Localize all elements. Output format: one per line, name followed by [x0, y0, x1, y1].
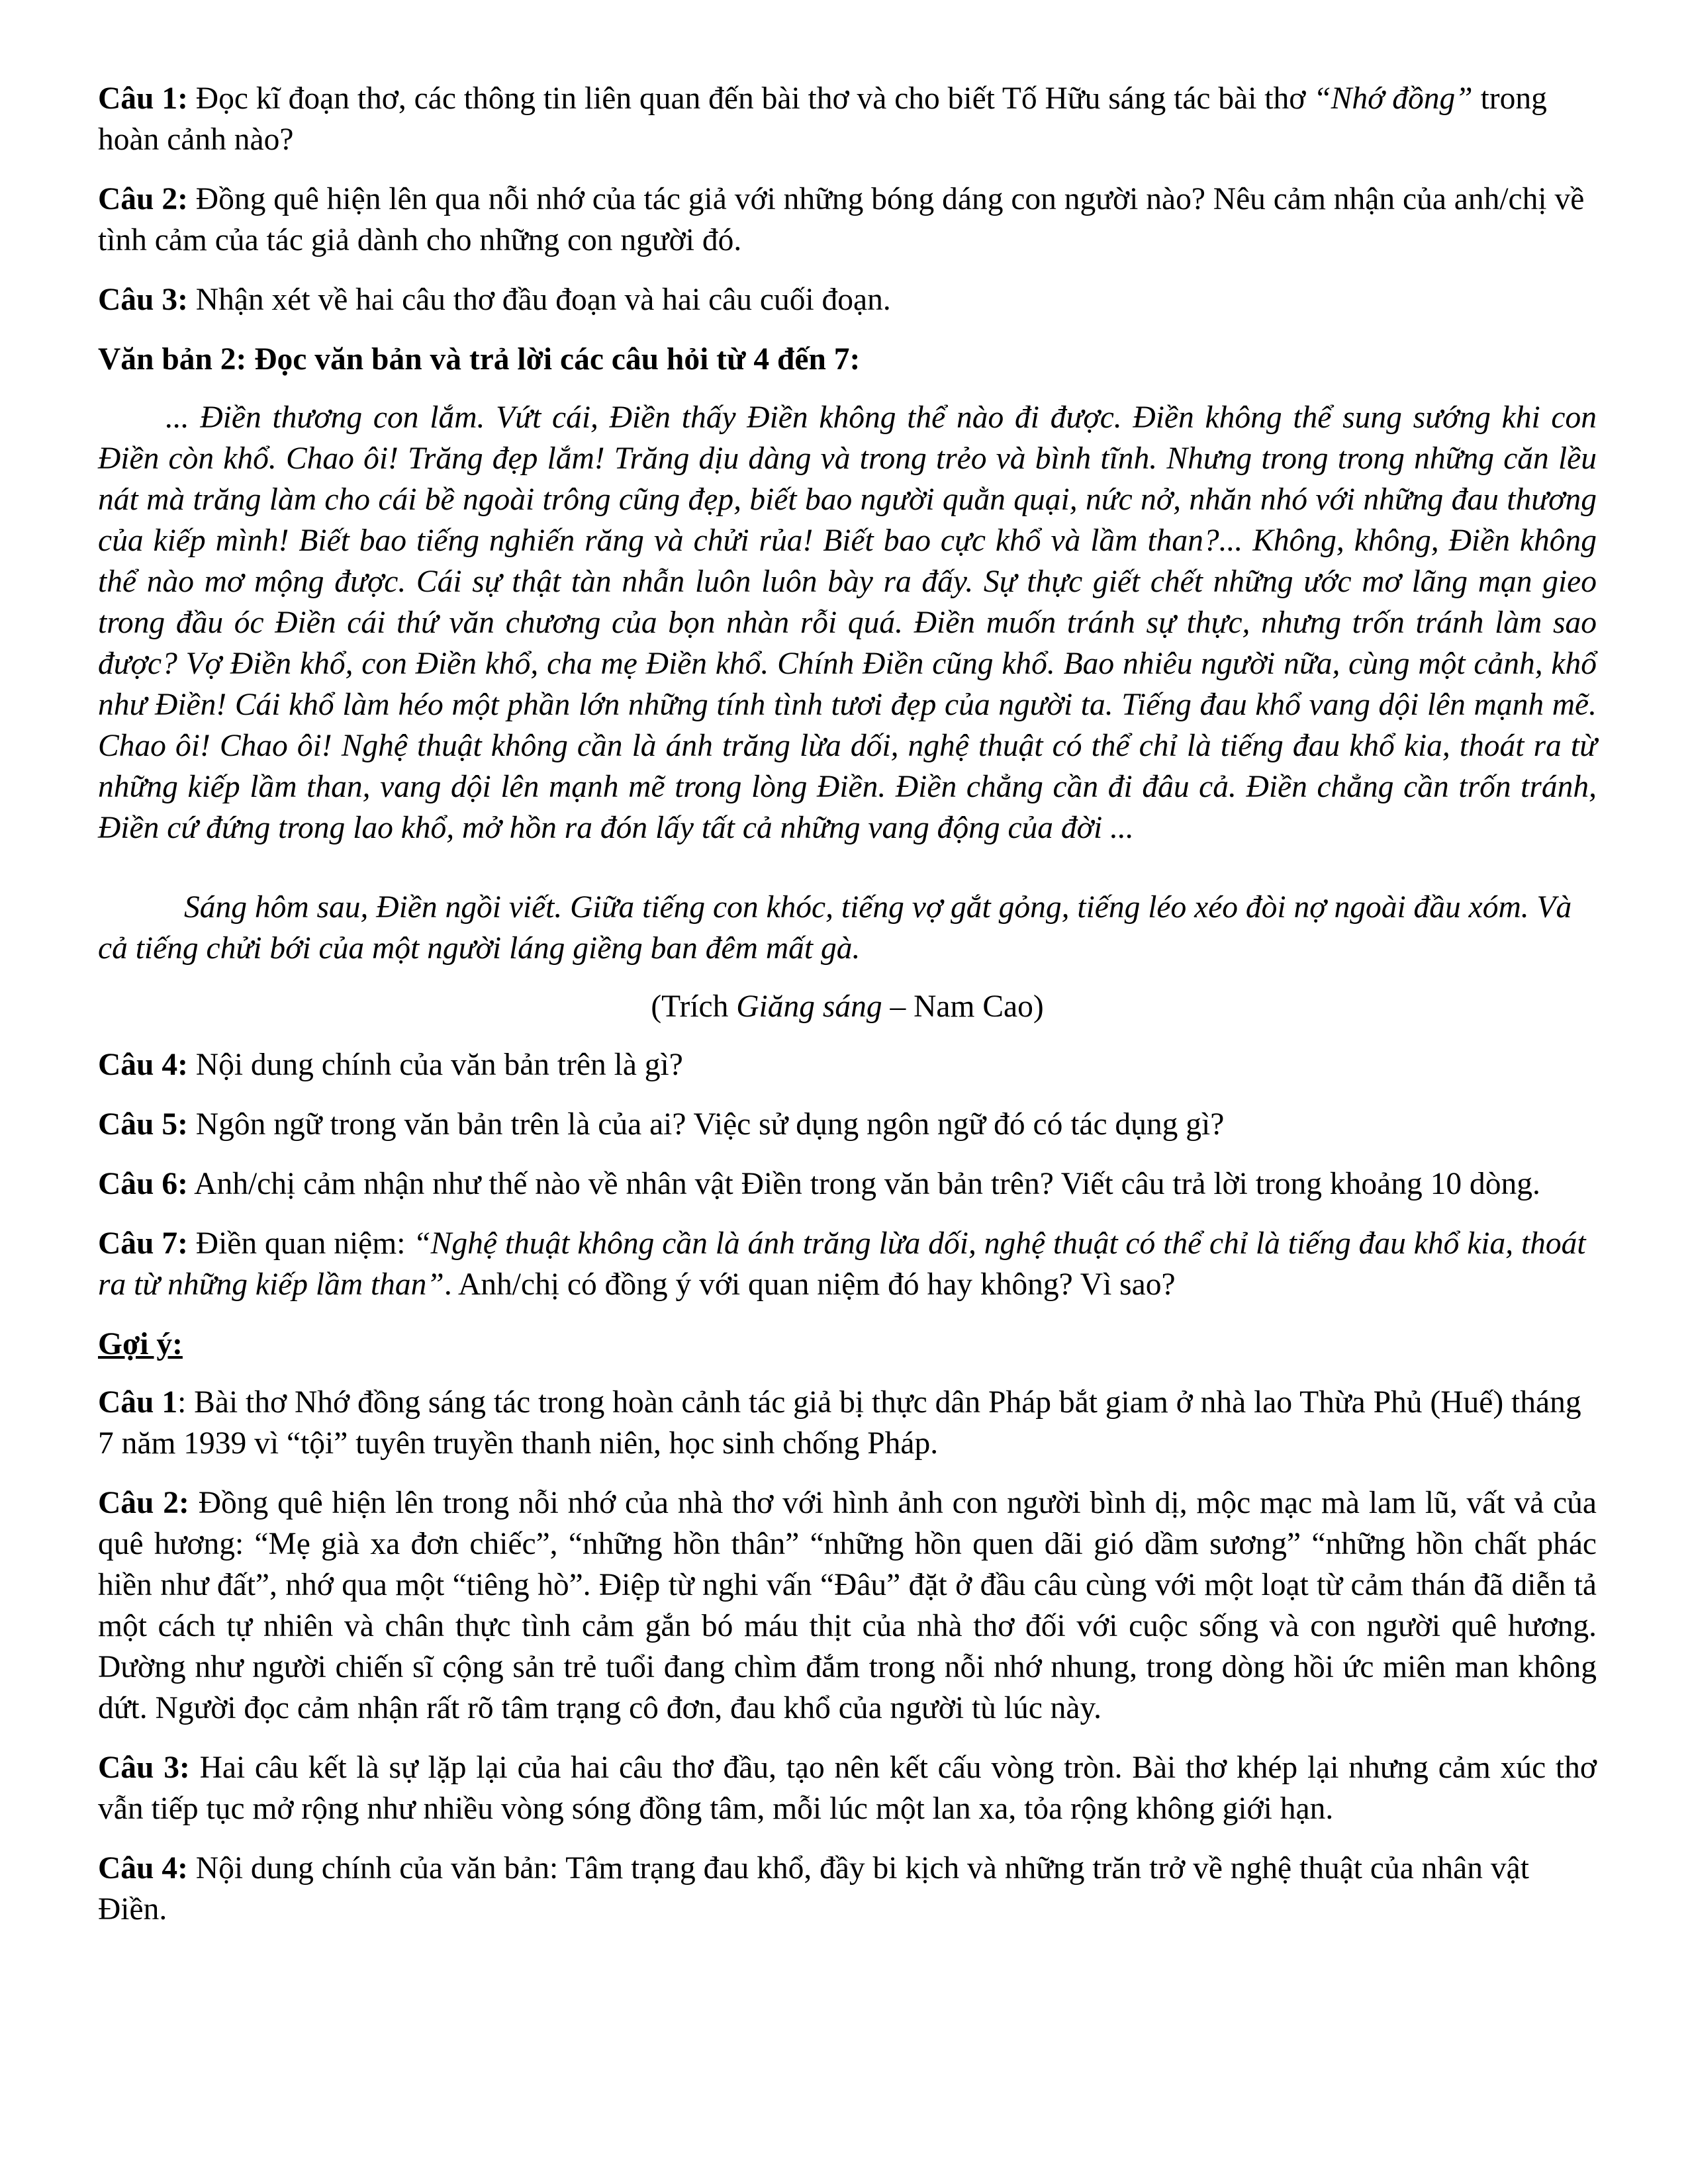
excerpt-paragraph-2: Sáng hôm sau, Điền ngồi viết. Giữa tiếng con khóc, tiếng vợ gắt gỏng, tiếng léo xéo đòi nợ ngoài đầu xóm. Và cả tiếng chửi bới của một người láng giềng ban đêm mất gà.	[98, 890, 1572, 966]
answer-2: Câu 2: Đồng quê hiện lên trong nỗi nhớ của nhà thơ với hình ảnh con người bình dị, mộc mạc mà lam lũ, vất vả của quê hương: “Mẹ già xa đơn chiếc”, “những hồn thân” “những hồn quen dãi gió dầm sương” “những hồn chất phác hiền như đất”, nhớ qua một “tiêng hò”. Điệp từ nghi vấn “Đâu” đặt ở đầu câu cùng với một loạt từ cảm thán đã diễn tả một cách tự nhiên và chân thực tình cảm gắn bó máu thịt của nhà thơ đối với cuộc sống và con người quê hương. Dường như người chiến sĩ cộng sản trẻ tuổi đang chìm đắm trong nỗi nhớ nhung, trong dòng hồi ức miên man không dứt. Người đọc cảm nhận rất rõ tâm trạng cô đơn, đau khổ của người tù lúc này.	[98, 1486, 1597, 1725]
question-6: Câu 6: Anh/chị cảm nhận như thế nào về nhân vật Điền trong văn bản trên? Viết câu trả lời trong khoảng 10 dòng.	[98, 1167, 1540, 1201]
answer-label: Câu 3:	[98, 1751, 190, 1785]
question-label: Câu 4:	[98, 1048, 188, 1082]
answer-1: Câu 1: Bài thơ Nhớ đồng sáng tác trong hoàn cảnh tác giả bị thực dân Pháp bắt giam ở nhà lao Thừa Phủ (Huế) tháng 7 năm 1939 vì “tội” tuyên truyền thanh niên, học sinh chống Pháp.	[98, 1385, 1581, 1461]
hints-heading: Gợi ý:	[98, 1327, 183, 1361]
question-5: Câu 5: Ngôn ngữ trong văn bản trên là của ai? Việc sử dụng ngôn ngữ đó có tác dụng gì?	[98, 1107, 1225, 1142]
question-label: Câu 1:	[98, 81, 188, 116]
question-1: Câu 1: Đọc kĩ đoạn thơ, các thông tin liên quan đến bài thơ và cho biết Tố Hữu sáng tác bài thơ “Nhớ đồng” trong hoàn cảnh nào?	[98, 81, 1547, 157]
question-label: Câu 3:	[98, 283, 188, 317]
source-title: Giăng sáng	[736, 989, 882, 1024]
question-label: Câu 2:	[98, 182, 188, 216]
question-2: Câu 2: Đồng quê hiện lên qua nỗi nhớ của tác giả với những bóng dáng con người nào? Nêu cảm nhận của anh/chị về tình cảm của tác giả dành cho những con người đó.	[98, 182, 1585, 257]
question-label: Câu 7:	[98, 1226, 188, 1261]
question-7: Câu 7: Điền quan niệm: “Nghệ thuật không cần là ánh trăng lừa dối, nghệ thuật có thể chỉ là tiếng đau khổ kia, thoát ra từ những kiếp lầm than”. Anh/chị có đồng ý với quan niệm đó hay không? Vì sao?	[98, 1226, 1586, 1302]
document-page	[98, 78, 1597, 1948]
answer-label: Câu 2:	[98, 1486, 189, 1520]
answer-3: Câu 3: Hai câu kết là sự lặp lại của hai câu thơ đầu, tạo nên kết cấu vòng tròn. Bài thơ khép lại nhưng cảm xúc thơ vẫn tiếp tục mở rộng như nhiều vòng sóng đồng tâm, mỗi lúc một lan xa, tỏa rộng không giới hạn.	[98, 1751, 1597, 1826]
question-3: Câu 3: Nhận xét về hai câu thơ đầu đoạn và hai câu cuối đoạn.	[98, 283, 891, 317]
question-label: Câu 6:	[98, 1167, 188, 1201]
excerpt-source: (Trích Giăng sáng – Nam Cao)	[651, 989, 1044, 1024]
excerpt-paragraph-1: ... Điền thương con lắm. Vứt cái, Điền thấy Điền không thể nào đi được. Điền không thể sung sướng khi con Điền còn khổ. Chao ôi! Trăng đẹp lắm! Trăng dịu dàng và trong trẻo và bình tĩnh. Nhưng trong trong những căn lều nát mà trăng làm cho cái bề ngoài trông cũng đẹp, biết bao người quằn quại, nức nở, nhăn nhó với những đau thương của kiếp mình! Biết bao tiếng nghiến răng và chửi rủa! Biết bao cực khổ và lầm than?... Không, không, Điền không thể nào mơ mộng được. Cái sự thật tàn nhẫn luôn luôn bày ra đấy. Sự thực giết chết những ước mơ lãng mạn gieo trong đầu óc Điền cái thứ văn chương của bọn nhàn rỗi quá. Điền muốn tránh sự thực, nhưng trốn tránh làm sao được? Vợ Điền khổ, con Điền khổ, cha mẹ Điền khổ. Chính Điền cũng khổ. Bao nhiêu người nữa, cùng một cảnh, khổ như Điền! Cái khổ làm héo một phần lớn những tính tình tươi đẹp của người ta. Tiếng đau khổ vang dội lên mạnh mẽ. Chao ôi! Chao ôi! Nghệ thuật không cần là ánh trăng lừa dối, nghệ thuật có thể chỉ là tiếng đau khổ kia, thoát ra từ những kiếp lầm than, vang dội lên mạnh mẽ trong lòng Điền. Điền chẳng cần đi đâu cả. Điền chẳng cần trốn tránh, Điền cứ đứng trong lao khổ, mở hồn ra đón lấy tất cả những vang động của đời ...	[98, 400, 1597, 845]
answer-4: Câu 4: Nội dung chính của văn bản: Tâm trạng đau khổ, đầy bi kịch và những trăn trở về nghệ thuật của nhân vật Điền.	[98, 1851, 1529, 1927]
section-2-heading: Văn bản 2: Đọc văn bản và trả lời các câu hỏi từ 4 đến 7:	[98, 342, 861, 377]
answer-label: Câu 1	[98, 1385, 178, 1420]
question-4: Câu 4: Nội dung chính của văn bản trên là gì?	[98, 1048, 683, 1082]
answer-label: Câu 4:	[98, 1851, 188, 1886]
question-label: Câu 5:	[98, 1107, 188, 1142]
